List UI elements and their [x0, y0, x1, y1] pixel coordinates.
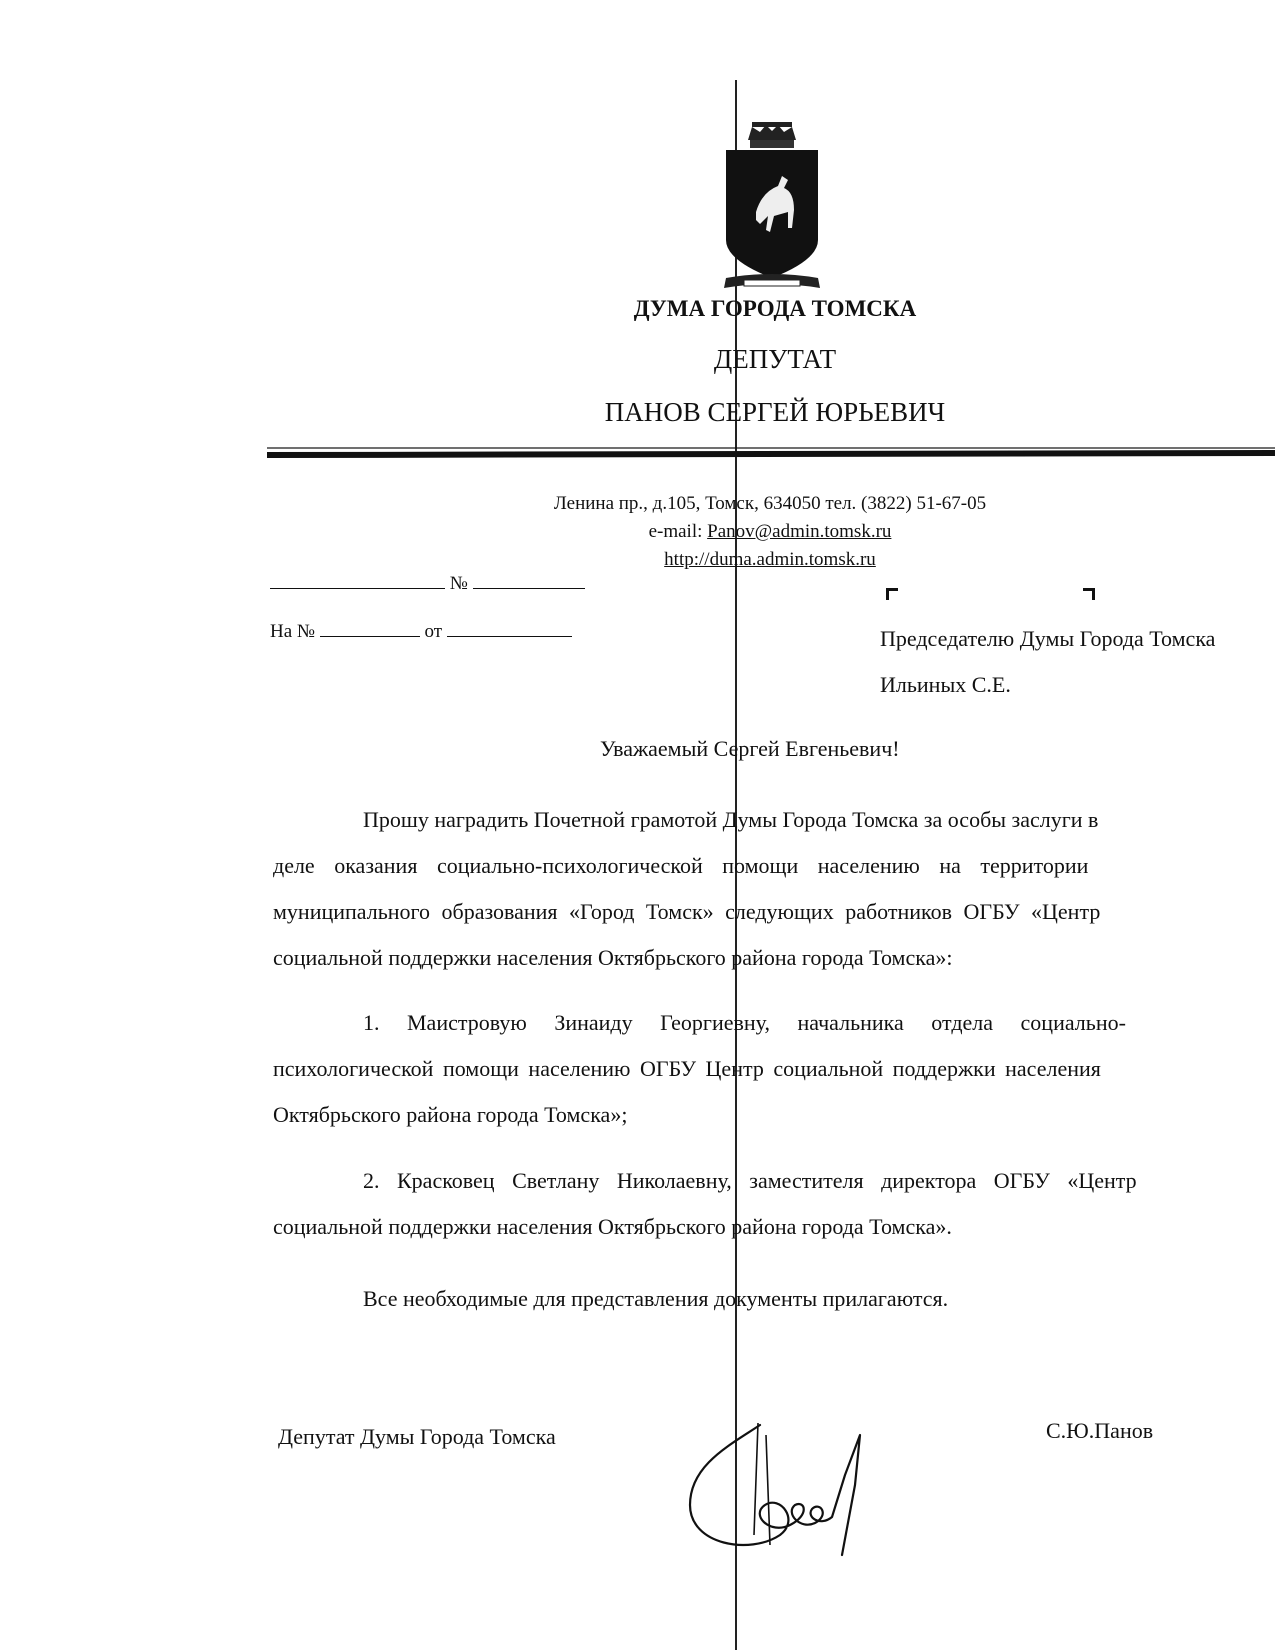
- paragraph-line: деле оказания социально-психологической помощи населению на территории: [273, 853, 1089, 878]
- paragraph-line: муниципального образования «Город Томск» следующих работников ОГБУ «Центр: [273, 899, 1101, 924]
- postal-address: Ленина пр., д.105, Томск, 634050 тел. (3822) 51-67-05: [553, 493, 987, 514]
- date-blank: [270, 572, 445, 589]
- number-blank: [473, 572, 585, 589]
- paragraph-line: социальной поддержки населения Октябрьского района города Томска»:: [273, 945, 953, 970]
- addressee-title: Председателю Думы Города Томска: [880, 626, 1216, 651]
- paragraph-line: 1. Маистровую Зинаиду Георгиевну, начальника отдела социально-: [363, 1010, 1126, 1035]
- paragraph-line: социальной поддержки населения Октябрьского района города Томска».: [273, 1214, 952, 1239]
- email-label: e-mail:: [648, 521, 703, 542]
- website-link[interactable]: http://duma.admin.tomsk.ru: [664, 549, 876, 570]
- body-item-2: [273, 1158, 1275, 1250]
- addressee-name: Ильиных С.Е.: [880, 672, 1011, 697]
- from-label: от: [424, 621, 443, 642]
- paragraph-line: Октябрьского района города Томска»;: [273, 1102, 628, 1127]
- signatory-role: Депутат Думы Города Томска: [278, 1424, 556, 1449]
- header-divider-thin: [267, 447, 1275, 449]
- paragraph-line: 2. Красковец Светлану Николаевну, заместителя директора ОГБУ «Центр: [363, 1168, 1137, 1193]
- addressee-block: [880, 616, 1275, 708]
- position-title: ДЕПУТАТ: [713, 344, 837, 374]
- reply-number-line: [270, 620, 572, 643]
- contact-block: [420, 490, 1120, 574]
- organization-name: ДУМА ГОРОДА ТОМСКА: [633, 296, 917, 321]
- reply-date-blank: [447, 620, 572, 637]
- address-corner-left: [886, 588, 898, 600]
- website-line: [420, 546, 1120, 574]
- closing-sentence: Все необходимые для представления документы прилагаются.: [363, 1286, 949, 1311]
- signatory-name: С.Ю.Панов: [1046, 1418, 1154, 1443]
- paragraph-line: Прошу наградить Почетной грамотой Думы Города Томска за особы заслуги в: [363, 807, 1099, 832]
- paragraph-line: психологической помощи населению ОГБУ Центр социальной поддержки населения: [273, 1056, 1101, 1081]
- tomsk-coat-of-arms-icon: [722, 120, 822, 292]
- outgoing-number-line: [270, 572, 585, 595]
- email-line: [420, 518, 1120, 546]
- body-paragraph-intro: [273, 797, 1275, 981]
- number-sign: №: [449, 573, 468, 594]
- greeting: Уважаемый Сергей Евгеньевич!: [600, 736, 900, 761]
- reply-number-blank: [320, 620, 420, 637]
- email-link[interactable]: Panov@admin.tomsk.ru: [707, 521, 892, 542]
- body-item-1: [273, 1000, 1275, 1138]
- handwritten-signature-icon: [670, 1405, 910, 1575]
- header-divider: [267, 450, 1275, 458]
- address-corner-right: [1083, 588, 1095, 600]
- deputy-name: ПАНОВ СЕРГЕЙ ЮРЬЕВИЧ: [604, 397, 946, 427]
- reply-label: На №: [270, 621, 316, 642]
